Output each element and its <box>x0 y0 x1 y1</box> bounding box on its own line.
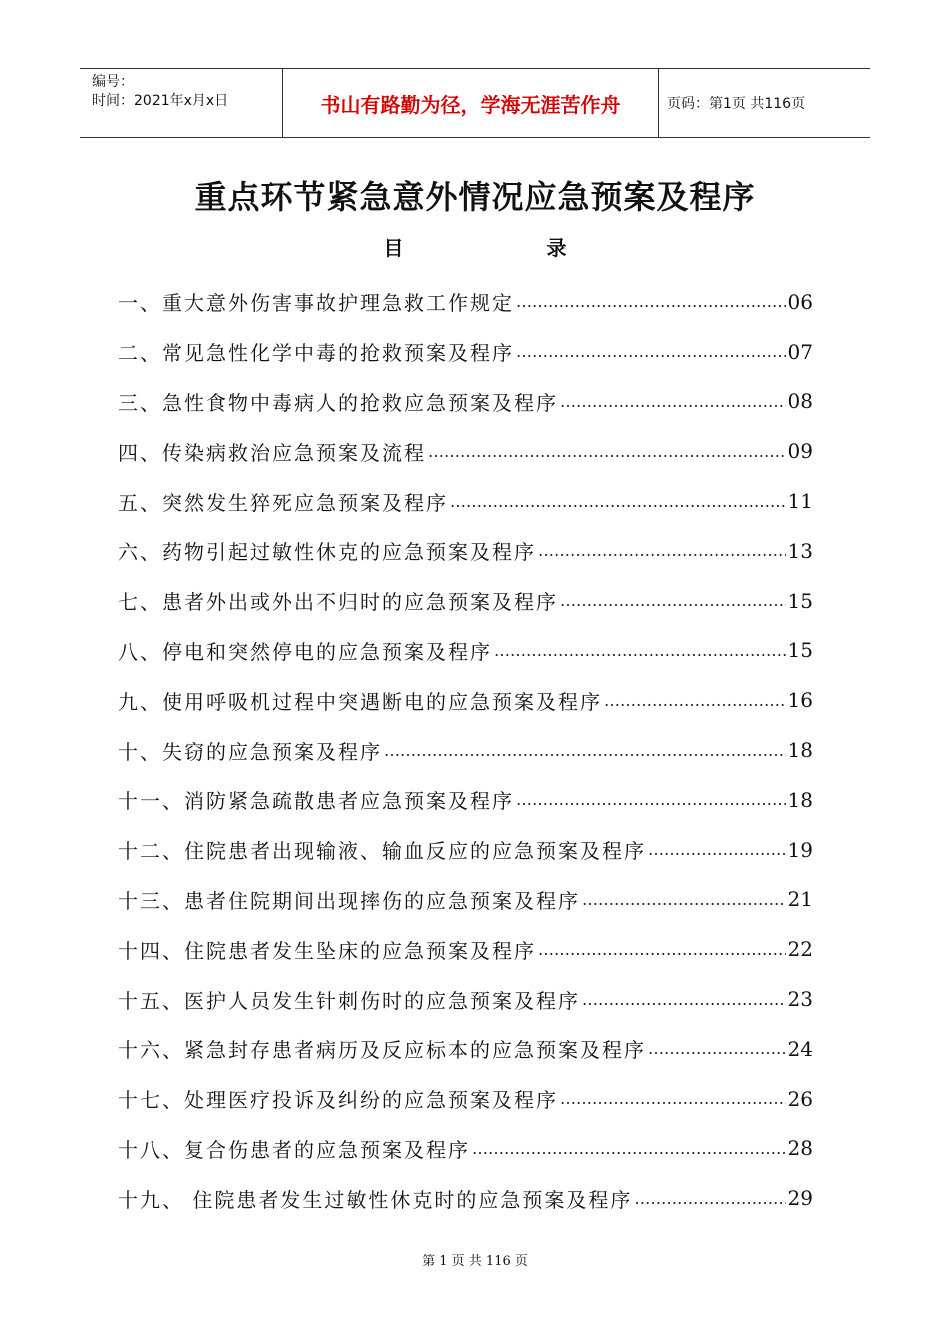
toc-entry-page: 15 <box>787 638 813 663</box>
toc-entry-page: 24 <box>787 1036 813 1061</box>
toc-leader-dots <box>634 1189 785 1208</box>
toc-entry-page: 08 <box>787 389 813 414</box>
header-table <box>80 68 870 138</box>
toc-entry-title: 七、患者外出或外出不归时的应急预案及程序 <box>118 590 558 615</box>
toc-leader-dots <box>472 1139 786 1158</box>
toc-entry-title: 十、失窃的应急预案及程序 <box>118 739 382 764</box>
toc-entry-title: 十八、复合伤患者的应急预案及程序 <box>118 1137 470 1162</box>
toc-entry[interactable] <box>118 377 813 427</box>
toc-entry[interactable] <box>118 426 813 476</box>
toc-entry-page: 29 <box>787 1186 813 1211</box>
toc-leader-dots <box>560 1089 786 1108</box>
toc-entry[interactable] <box>118 825 813 875</box>
toc-leader-dots <box>494 641 786 660</box>
toc-entry[interactable] <box>118 775 813 825</box>
toc-entry-page: 11 <box>787 489 813 514</box>
toc-entry-page: 13 <box>787 538 813 563</box>
toc-entry-page: 18 <box>787 787 813 812</box>
toc-entry-title: 九、使用呼吸机过程中突遇断电的应急预案及程序 <box>118 689 602 714</box>
toc-entry-page: 26 <box>787 1086 813 1111</box>
toc-entry-title: 十九、 住院患者发生过敏性休克时的应急预案及程序 <box>118 1187 633 1212</box>
toc-entry[interactable] <box>118 1124 813 1174</box>
toc-leader-dots <box>428 442 786 461</box>
toc-entry[interactable] <box>118 1074 813 1124</box>
toc-entry-title: 十七、处理医疗投诉及纠纷的应急预案及程序 <box>118 1088 558 1113</box>
toc-entry[interactable] <box>118 526 813 576</box>
toc-entry-title: 十三、患者住院期间出现摔伤的应急预案及程序 <box>118 888 580 913</box>
toc-entry-page: 23 <box>787 987 813 1012</box>
toc-entry[interactable] <box>118 1024 813 1074</box>
toc-heading-char-2: 录 <box>546 236 567 260</box>
toc-entry-title: 十四、住院患者发生坠床的应急预案及程序 <box>118 938 536 963</box>
toc-entry-page: 19 <box>787 837 813 862</box>
toc-entry-page: 22 <box>787 937 813 962</box>
toc-entry-title: 十五、医护人员发生针刺伤时的应急预案及程序 <box>118 988 580 1013</box>
toc-entry[interactable] <box>118 1173 813 1223</box>
toc-leader-dots <box>582 890 786 909</box>
toc-entry-title: 十一、消防紧急疏散患者应急预案及程序 <box>118 789 514 814</box>
toc-leader-dots <box>516 292 786 311</box>
toc-entry-title: 三、急性食物中毒病人的抢救应急预案及程序 <box>118 390 558 415</box>
toc-entry-title: 六、药物引起过敏性休克的应急预案及程序 <box>118 540 536 565</box>
toc-heading-char-1: 目 <box>383 236 404 260</box>
toc-entry-title: 四、传染病救治应急预案及流程 <box>118 440 426 465</box>
table-of-contents <box>118 277 813 1223</box>
document-title: 重点环节紧急意外情况应急预案及程序 <box>194 178 756 216</box>
toc-entry-page: 15 <box>787 588 813 613</box>
toc-entry[interactable] <box>118 974 813 1024</box>
toc-entry-page: 16 <box>787 688 813 713</box>
toc-entry-page: 06 <box>787 289 813 314</box>
toc-entry-title: 八、停电和突然停电的应急预案及程序 <box>118 639 492 664</box>
time-label: 时间：2021年x月x日 <box>92 93 229 109</box>
toc-leader-dots <box>560 392 786 411</box>
toc-entry[interactable] <box>118 277 813 327</box>
toc-leader-dots <box>538 541 786 560</box>
toc-entry[interactable] <box>118 476 813 526</box>
toc-leader-dots <box>604 691 786 710</box>
toc-entry-page: 09 <box>787 439 813 464</box>
toc-entry-title: 一、重大意外伤害事故护理急救工作规定 <box>118 291 514 316</box>
toc-leader-dots <box>648 1039 786 1058</box>
header-meta <box>80 69 283 137</box>
toc-entry-page: 28 <box>787 1136 813 1161</box>
toc-entry-title: 十二、住院患者出现输液、输血反应的应急预案及程序 <box>118 839 646 864</box>
header-page-label: 页码：第1页 共116页 <box>667 96 806 112</box>
toc-leader-dots <box>516 790 786 809</box>
toc-leader-dots <box>560 591 786 610</box>
toc-heading <box>0 232 950 261</box>
toc-entry-page: 18 <box>787 738 813 763</box>
toc-leader-dots <box>582 990 786 1009</box>
toc-entry-title: 二、常见急性化学中毒的抢救预案及程序 <box>118 341 514 366</box>
toc-entry-title: 五、突然发生猝死应急预案及程序 <box>118 490 448 515</box>
number-label: 编号： <box>92 74 134 90</box>
toc-entry[interactable] <box>118 875 813 925</box>
toc-entry[interactable] <box>118 924 813 974</box>
toc-entry[interactable] <box>118 675 813 725</box>
toc-entry-page: 21 <box>787 887 813 912</box>
toc-leader-dots <box>450 492 786 511</box>
header-motto: 书山有路勤为径，学海无涯苦作舟 <box>283 69 659 137</box>
toc-entry[interactable] <box>118 327 813 377</box>
toc-entry[interactable] <box>118 576 813 626</box>
toc-leader-dots <box>384 741 786 760</box>
toc-leader-dots <box>538 940 786 959</box>
toc-leader-dots <box>516 342 786 361</box>
page-footer: 第 1 页 共 116 页 <box>422 1254 528 1269</box>
toc-entry[interactable] <box>118 725 813 775</box>
toc-entry[interactable] <box>118 626 813 676</box>
toc-leader-dots <box>648 840 786 859</box>
toc-entry-page: 07 <box>787 339 813 364</box>
toc-entry-title: 十六、紧急封存患者病历及反应标本的应急预案及程序 <box>118 1038 646 1063</box>
